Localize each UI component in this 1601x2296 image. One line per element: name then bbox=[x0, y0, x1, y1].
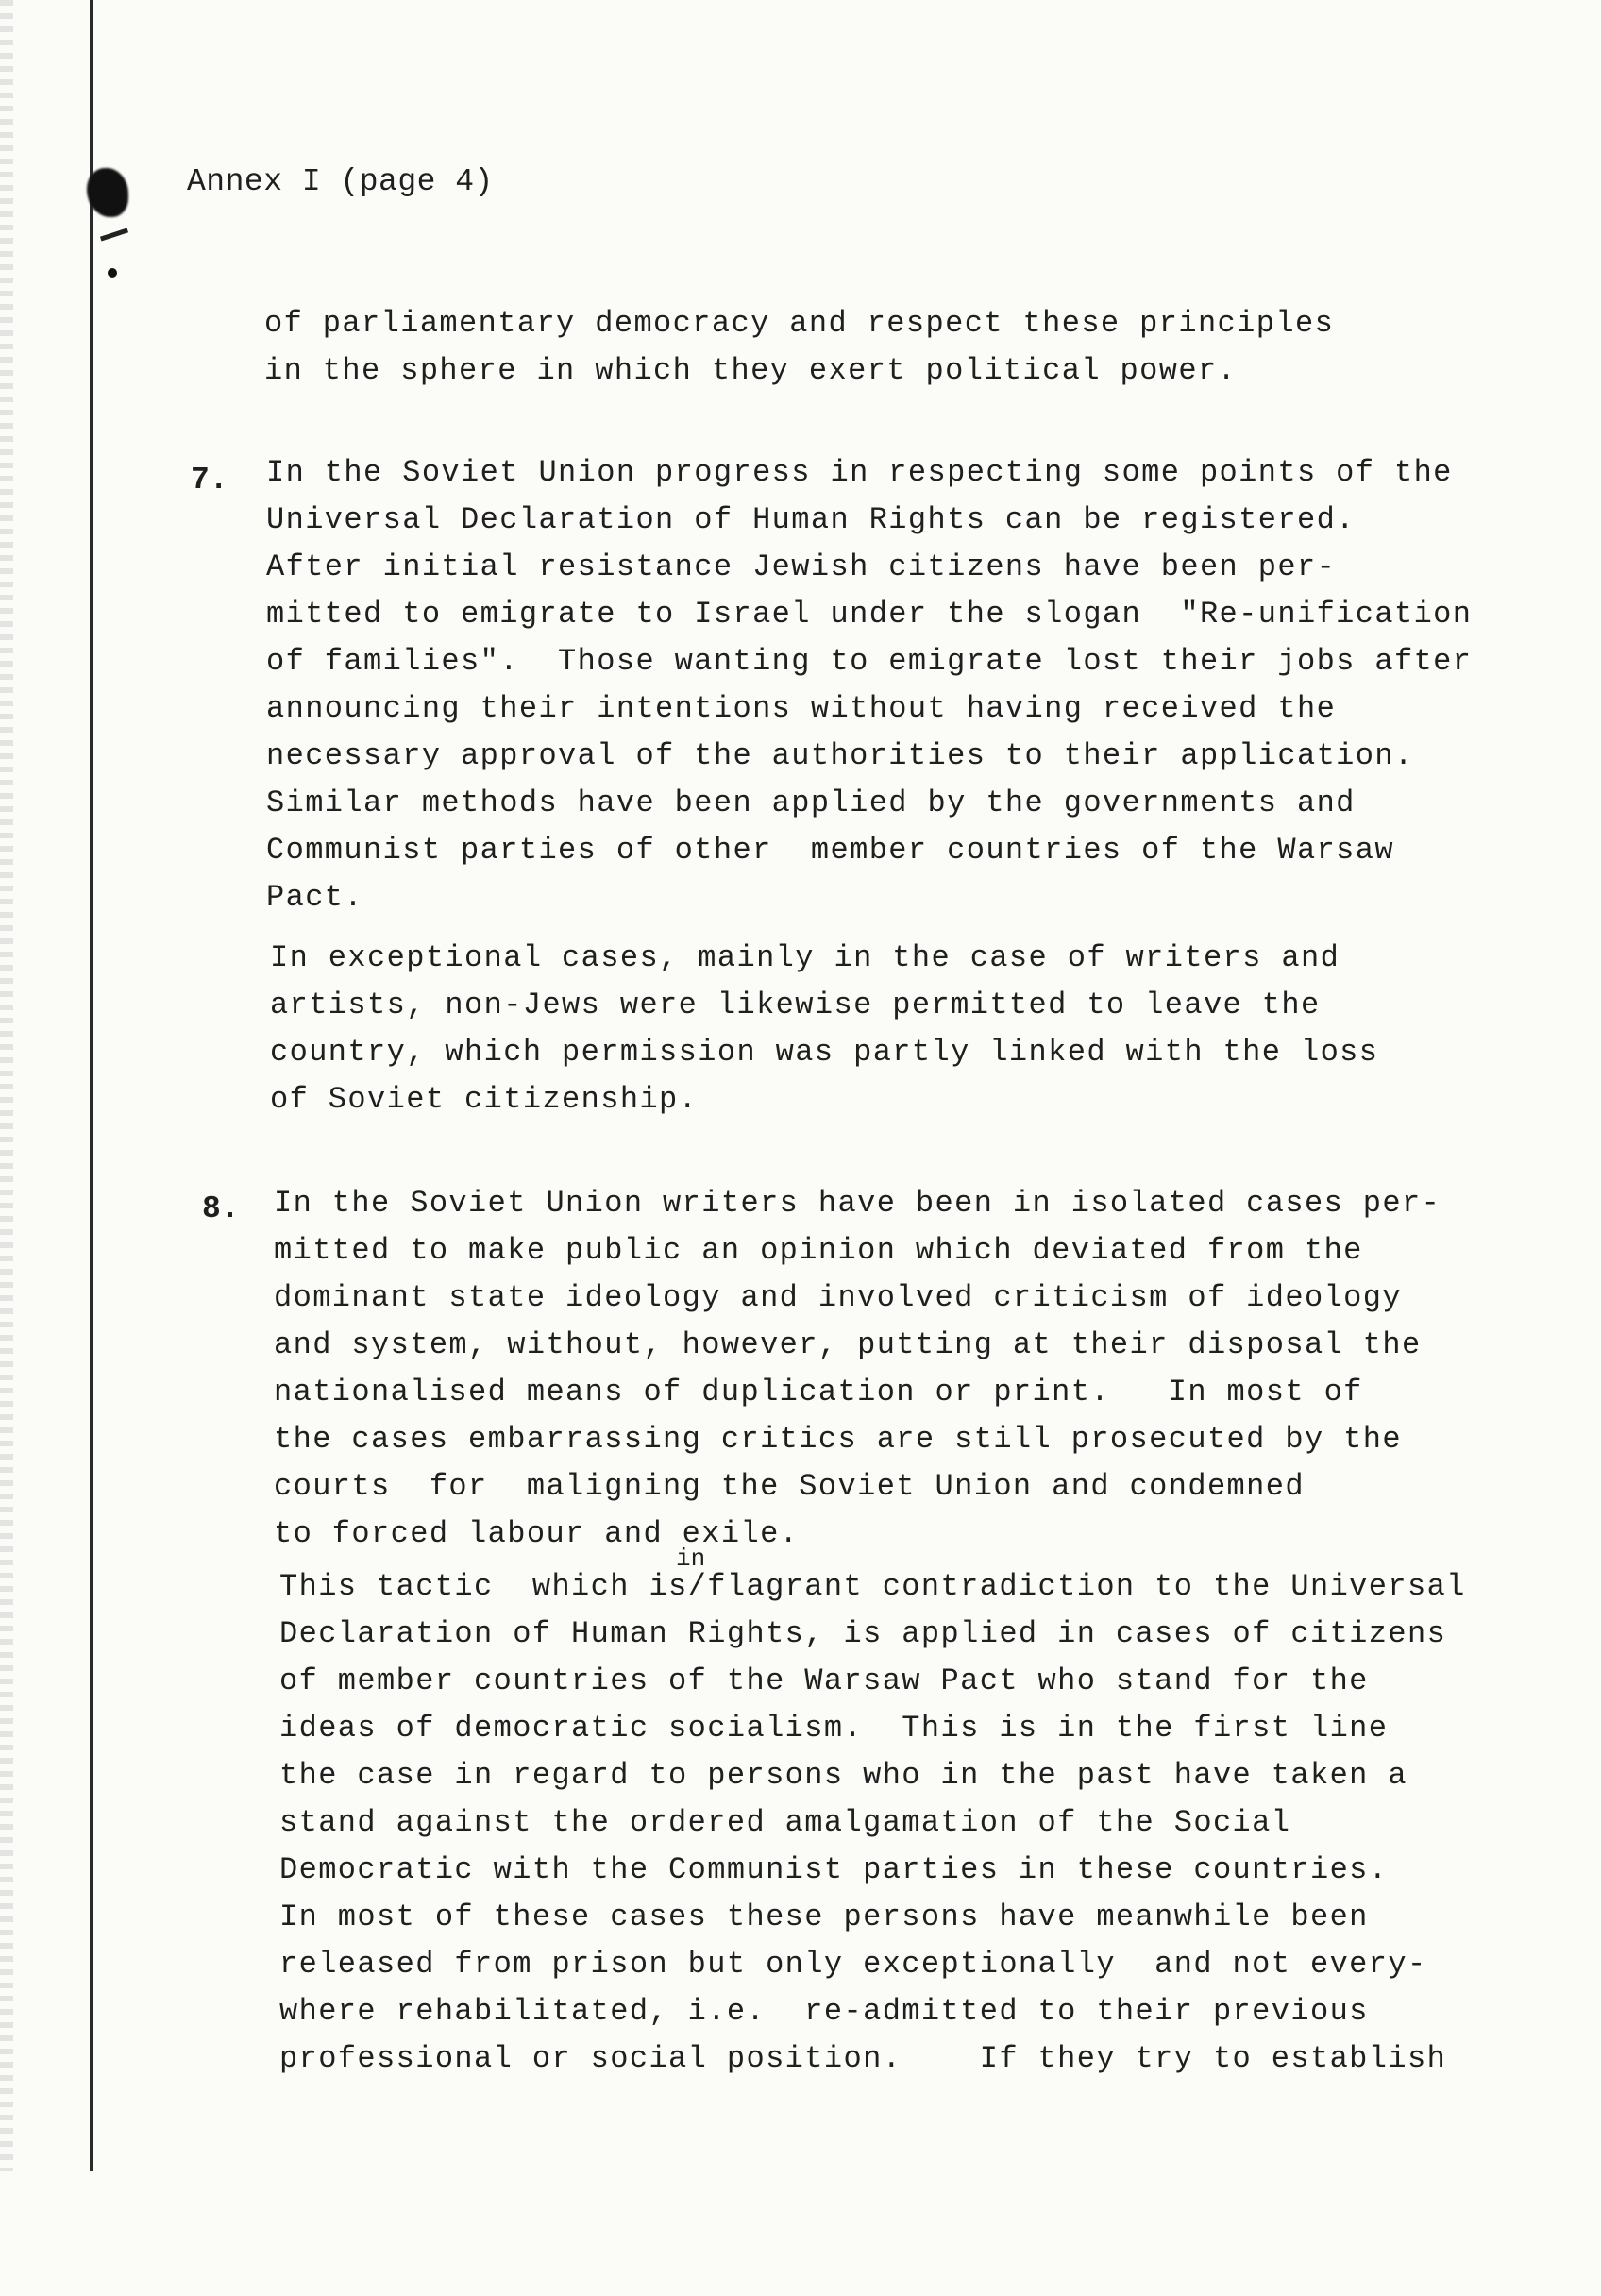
text-line: mitted to emigrate to Israel under the slogan "Re-unification bbox=[266, 597, 1473, 632]
text-line: mitted to make public an opinion which deviated from the bbox=[274, 1233, 1363, 1268]
text-line: stand against the ordered amalgamation of the Social bbox=[279, 1805, 1291, 1840]
text-line: of member countries of the Warsaw Pact who stand for the bbox=[279, 1663, 1369, 1698]
text-line: Similar methods have been applied by the governments and bbox=[266, 785, 1356, 820]
text-line: of Soviet citizenship. bbox=[270, 1082, 699, 1117]
text-line: artists, non-Jews were likewise permitted to leave the bbox=[270, 988, 1321, 1022]
text-line: released from prison but only exceptionally and not every- bbox=[279, 1947, 1427, 1982]
text-line: where rehabilitated, i.e. re-admitted to their previous bbox=[279, 1994, 1369, 2029]
text-line: in the sphere in which they exert political power. bbox=[264, 353, 1238, 388]
text-line: announcing their intentions without having received the bbox=[266, 691, 1337, 726]
text-line: the cases embarrassing critics are still prosecuted by the bbox=[274, 1422, 1402, 1457]
page-header: Annex I (page 4) bbox=[187, 164, 494, 199]
text-line: of parliamentary democracy and respect these principles bbox=[264, 306, 1335, 341]
text-line: professional or social position. If they try to establish bbox=[279, 2041, 1447, 2076]
text-line: to forced labour and exile. bbox=[274, 1516, 800, 1551]
margin-rule bbox=[90, 0, 93, 2171]
text-line: and system, without, however, putting at their disposal the bbox=[274, 1327, 1422, 1362]
text-line: necessary approval of the authorities to their application. bbox=[266, 738, 1414, 773]
section-7-paragraph-1 bbox=[266, 449, 1472, 921]
section-number-7: 7. bbox=[191, 463, 228, 498]
intro-paragraph bbox=[264, 300, 1334, 395]
section-8-paragraph-1 bbox=[274, 1180, 1441, 1558]
text-line: Pact. bbox=[266, 880, 364, 915]
binding-edge bbox=[0, 0, 13, 2171]
section-7-paragraph-2 bbox=[270, 935, 1378, 1123]
text-line: dominant state ideology and involved criticism of ideology bbox=[274, 1280, 1402, 1315]
text-line: courts for maligning the Soviet Union and condemned bbox=[274, 1469, 1305, 1504]
text-line: In the Soviet Union writers have been in isolated cases per- bbox=[274, 1186, 1441, 1221]
text-line: Democratic with the Communist parties in these countries. bbox=[279, 1852, 1389, 1887]
text-line: Communist parties of other member countries of the Warsaw bbox=[266, 833, 1394, 868]
text-line: After initial resistance Jewish citizens have been per- bbox=[266, 549, 1337, 584]
section-number-8: 8. bbox=[202, 1191, 240, 1226]
text-line: Universal Declaration of Human Rights can be registered. bbox=[266, 502, 1356, 537]
text-line: In exceptional cases, mainly in the case of writers and bbox=[270, 940, 1340, 975]
text-line: In the Soviet Union progress in respecting some points of the bbox=[266, 455, 1453, 490]
text-line: This tactic which is/flagrant contradiction to the Universal bbox=[279, 1569, 1466, 1604]
ink-blot bbox=[87, 168, 128, 217]
text-line: Declaration of Human Rights, is applied in cases of citizens bbox=[279, 1616, 1447, 1651]
ink-mark bbox=[100, 228, 128, 241]
section-8-paragraph-2 bbox=[279, 1563, 1466, 2083]
text-line: ideas of democratic socialism. This is in the first line bbox=[279, 1711, 1389, 1746]
text-line: of families". Those wanting to emigrate lost their jobs after bbox=[266, 644, 1473, 679]
ink-dot bbox=[108, 268, 117, 278]
text-line: the case in regard to persons who in the past have taken a bbox=[279, 1758, 1407, 1793]
text-line: In most of these cases these persons have meanwhile been bbox=[279, 1899, 1369, 1934]
text-line: country, which permission was partly linked with the loss bbox=[270, 1035, 1379, 1070]
handwritten-insertion: in bbox=[676, 1545, 706, 1573]
text-line: nationalised means of duplication or print. In most of bbox=[274, 1375, 1363, 1410]
